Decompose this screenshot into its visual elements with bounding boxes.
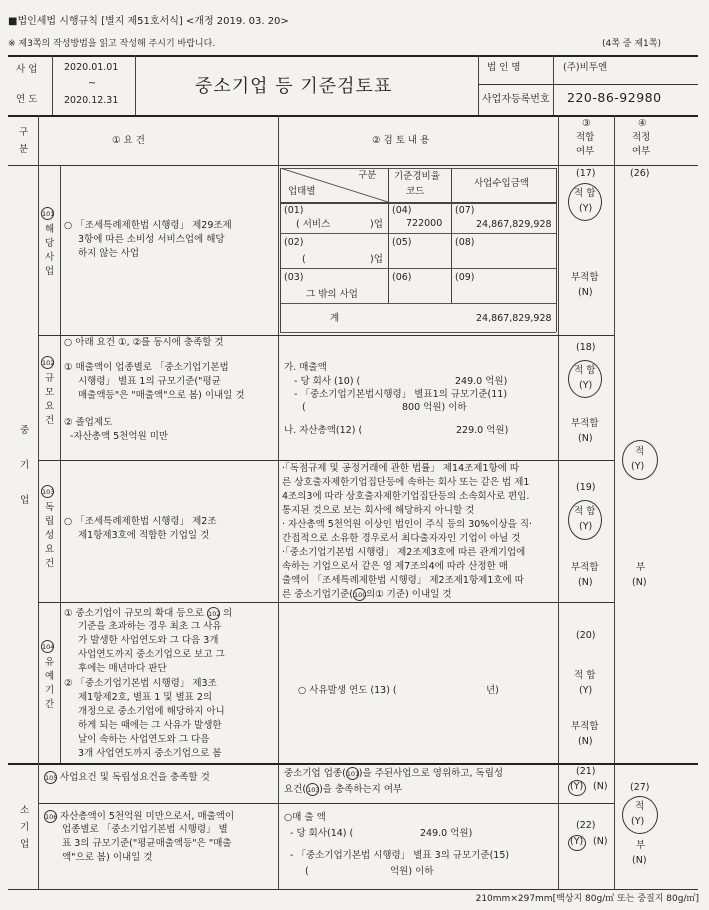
small-label-3: 업 [20, 839, 30, 850]
row-105-rev-1b: )을 주된사업으로 영위하고, 독립성 [358, 768, 504, 779]
row-103-fit-num: (19) [576, 482, 596, 493]
row-103-rev-tail: 의① 기준) 이내일 것 [365, 589, 452, 600]
row-104-req1-2: 가 발생한 사업연도와 그 다음 3개 [78, 635, 219, 646]
row-103-rev-4: 통지된 것으로 보는 회사에 해당하지 아니할 것 [282, 505, 475, 516]
row-101-fit-no-n: (N) [578, 287, 593, 298]
row-102-rev-e-1: 나. 자산총액(12) ( [284, 425, 363, 436]
row-103-rev-5: · 자산총액 5천억원 이상인 법인이 주식 등의 30%이상을 직· [282, 519, 533, 530]
biz-no-value: 220-86-92980 [567, 90, 662, 105]
row-101-label-4: 업 [45, 266, 55, 277]
row-103-label-5: 건 [45, 558, 55, 569]
sub-c03: (03) [284, 272, 304, 283]
row-102-label-2: 모 [45, 387, 55, 398]
row-103-label-2: 립 [45, 516, 55, 527]
row-103-rev-ref-100: 100 [353, 588, 366, 601]
col-fit-num: ③ [582, 118, 591, 129]
row-105-req-text: 사업요건 및 독립성요건을 충족할 것 [60, 772, 210, 783]
row-104-req1-3: 사업연도까지 중소기업으로 보고 그 [78, 649, 225, 660]
row-106-rev-a: ○매 출 액 [284, 812, 326, 823]
row-106-req-2: 업종별로 「중소기업기본법 시행령」 별 [62, 824, 228, 835]
row-102-intro: ○ 아래 요건 ①, ②를 동시에 충족할 것 [64, 337, 224, 348]
period-label-bottom: 연 도 [16, 94, 38, 105]
sub-biz-close: )업 [370, 219, 383, 230]
row-103-rev-6: 간접적으로 소유한 경우로서 최다출자자인 기업이 아닐 것 [282, 533, 521, 544]
row-104-req1-a [64, 607, 232, 620]
small-app-yes-y: (Y) [631, 816, 645, 827]
row-104-number: 104 [41, 640, 54, 653]
row-103-req-2: 제1항제3호에 적합한 기업일 것 [78, 530, 210, 541]
row-102-req2-1: ② 졸업제도 [64, 417, 113, 428]
row-104-req2-2: 제1항제2호, 별표 1 및 별표 2의 [78, 692, 213, 703]
col-gubun-2: 분 [19, 144, 29, 155]
row-103-rev-9: 출액이 「조세특례제한법 시행령」 제2조제1항제1호에 따 [282, 575, 524, 586]
sub-total: 24,867,829,928 [476, 313, 552, 324]
row-101-req-2: 3항에 따른 소비성 서비스업에 해당 [78, 234, 225, 245]
sub-c09: (09) [455, 272, 475, 283]
sme-label-2: 기 [20, 460, 30, 471]
row-104-req2-6: 3개 사업연도까지 중소기업으로 봄 [78, 748, 222, 759]
row-106-fit-y: (Y) [570, 836, 584, 847]
row-104-req2-3: 개정으로 중소기업에 해당하지 아니 [78, 706, 225, 717]
row-102-fit-no: 부적합 [571, 418, 599, 429]
row-101-req-3: 하지 않는 사업 [78, 248, 140, 259]
row-105-rev-1a: 중소기업 업종( [284, 768, 346, 779]
sme-app-no: 부 [636, 562, 646, 573]
row-105-rev-2 [284, 783, 402, 796]
sub-c07: (07) [455, 205, 475, 216]
sme-app-yes: 적 [635, 446, 645, 457]
row-104-rev-1: ○ 사유발생 연도 (13) ( [298, 685, 397, 696]
instruction-note: ※ 제3쪽의 작성방법을 읽고 작성해 주시기 바랍니다. [8, 39, 216, 49]
row-103-label-1: 독 [45, 502, 55, 513]
row-102-req2-2: -자산총액 5천억원 미만 [70, 431, 169, 442]
row-103-label-3: 성 [45, 530, 55, 541]
row-103-rev-7: ·「중소기업기본법 시행령」 제2조제3호에 따른 관계기업에 [282, 547, 526, 558]
sub-biz2-open: ( [302, 254, 306, 265]
small-app-yes: 적 [635, 801, 645, 812]
row-104-req1-a-text: ① 중소기업이 규모의 확대 등으로 [64, 608, 204, 619]
row-102-rev-d-2: 800 억원) 이하 [402, 402, 467, 413]
row-106-req-4: 액"으로 봄) 이내일 것 [62, 852, 153, 863]
row-102-rev-c: - 「중소기업기본법시행령」 별표1의 규모기준(11) [294, 389, 508, 400]
row-102-fit-yes-y: (Y) [579, 380, 593, 391]
row-101-fit-yes-y: (Y) [579, 203, 593, 214]
sme-app-yes-y: (Y) [631, 461, 645, 472]
row-105-fit-n: (N) [593, 781, 608, 792]
sme-app-no-n: (N) [632, 577, 647, 588]
row-105-rev-ref-101: 101 [346, 767, 359, 780]
row-106-rev-b-1: - 당 회사(14) ( [290, 828, 354, 839]
row-105-rev-1 [284, 767, 503, 780]
sub-col-std-2: 코드 [406, 186, 425, 197]
row-103-rev-1: ·「독점규제 및 공정거래에 관한 법률」 제14조제1항에 따 [282, 463, 520, 474]
col-requirement: ① 요 건 [112, 135, 145, 146]
sub-c08: (08) [455, 237, 475, 248]
row-104-rev-2: 년) [486, 685, 499, 696]
row-102-rev-b-2: 249.0 억원) [455, 376, 508, 387]
corp-name-label: 법 인 명 [487, 62, 521, 73]
corp-name-value: (주)비투엔 [563, 62, 608, 73]
row-102-number: 102 [41, 356, 54, 369]
sub-col-income: 사업수입금액 [474, 178, 530, 189]
document-title: 중소기업 등 기준검토표 [195, 76, 393, 97]
col-review: ② 검 토 내 용 [372, 135, 430, 146]
row-102-fit-num: (18) [576, 342, 596, 353]
row-101-fit-num: (17) [576, 168, 596, 179]
sme-label-1: 중 [20, 425, 30, 436]
sub-diag-top: 구분 [358, 170, 377, 181]
row-104-fit-no-n: (N) [578, 736, 593, 747]
form-title: ■법인세법 시행규칙 [별지 제51호서식] <개정 2019. 03. 20> [8, 16, 289, 27]
row-101-req-1: ○ 「조세특례제한법 시행령」 제29조제 [64, 220, 232, 231]
sub-c02: (02) [284, 237, 304, 248]
sub-total-label: 계 [330, 313, 340, 324]
col-app-num: ④ [638, 118, 647, 129]
row-104-req2-5: 날이 속하는 사업연도와 그 다음 [78, 734, 210, 745]
row-104-label-1: 유 [45, 657, 55, 668]
row-105-number: 105 [44, 771, 57, 784]
row-104-req1-1: 기준을 초과하는 경우 최초 그 사유 [78, 621, 222, 632]
row-105-rev-2a: 요건( [284, 784, 307, 795]
row-106-rev-d-1: ( [305, 866, 309, 877]
row-104-req1-b: 의 [222, 608, 233, 619]
row-103-req-1: ○ 「조세특례제한법 시행령」 제2조 [64, 516, 217, 527]
row-102-rev-a: 가. 매출액 [284, 362, 327, 373]
sub-income: 24,867,829,928 [476, 219, 552, 230]
row-106-req-3: 표 3의 규모기준("평균매출액등"은 "매출 [62, 838, 232, 849]
row-104-req2-1: ② 「중소기업기본법 시행령」 제3조 [64, 678, 217, 689]
row-101-fit-no: 부적합 [571, 272, 599, 283]
row-102-rev-d-1: ( [302, 402, 306, 413]
row-103-number: 103 [41, 485, 54, 498]
row-104-label-3: 기 [45, 685, 55, 696]
biz-no-label: 사업자등록번호 [482, 94, 550, 105]
row-102-fit-no-n: (N) [578, 433, 593, 444]
row-103-rev-2: 른 상호출자제한기업집단등에 속하는 회사 또는 같은 법 제1 [282, 477, 530, 488]
row-104-req-ref-102: 102 [207, 607, 220, 620]
small-label-1: 소 [20, 805, 30, 816]
sub-biz2-close: )업 [370, 254, 383, 265]
row-101-number: 101 [41, 207, 54, 220]
row-104-label-4: 간 [45, 699, 55, 710]
col-app-1: 적정 [632, 132, 651, 143]
row-106-rev-d-2: 억원) 이하 [390, 866, 434, 877]
sub-c05: (05) [392, 237, 412, 248]
col-app-2: 여부 [632, 146, 651, 157]
row-102-req1-1: ① 매출액이 업종별로 「중소기업기본법 [64, 362, 229, 373]
sub-c04: (04) [392, 205, 412, 216]
row-102-req1-2: 시행령」 별표 1의 규모기준("평균 [78, 376, 221, 387]
row-104-fit-yes: 적 합 [574, 670, 596, 681]
row-106-fit-n: (N) [593, 836, 608, 847]
row-106-req-1 [44, 810, 234, 823]
col-gubun-1: 구 [19, 127, 29, 138]
row-105-fit-y: (Y) [570, 781, 584, 792]
row-103-rev-10 [282, 588, 452, 601]
row-105-fit-num: (21) [576, 766, 596, 777]
sub-other: 그 밖의 사업 [306, 289, 358, 300]
period-end: 2020.12.31 [64, 95, 119, 106]
sme-label-3: 업 [20, 495, 30, 506]
row-103-rev-3: 4조의3에 따라 상호출자제한기업집단등의 소속회사로 편입. [282, 491, 530, 502]
sub-col-std-1: 기준경비율 [394, 171, 440, 182]
period-tilde: ~ [88, 78, 96, 89]
sub-c06: (06) [392, 272, 412, 283]
row-105-rev-2b: )을 충족하는지 여부 [319, 784, 403, 795]
row-102-rev-e-2: 229.0 억원) [456, 425, 509, 436]
row-102-label-3: 요 [45, 401, 55, 412]
row-103-fit-yes-y: (Y) [579, 521, 593, 532]
row-102-rev-b-1: - 당 회사 (10) ( [294, 376, 361, 387]
sub-biz-open: ( 서비스 [296, 219, 331, 230]
row-103-fit-no: 부적합 [571, 562, 599, 573]
row-102-label-4: 건 [45, 415, 55, 426]
row-104-label-2: 예 [45, 671, 55, 682]
row-101-label-2: 당 [45, 238, 55, 249]
row-104-fit-no: 부적합 [571, 721, 599, 732]
row-105-req [44, 771, 210, 784]
period-start: 2020.01.01 [64, 62, 119, 73]
sub-c01: (01) [284, 205, 304, 216]
sub-code: 722000 [406, 218, 443, 229]
row-106-rev-b-2: 249.0 억원) [420, 828, 473, 839]
row-105-rev-ref-103: 103 [306, 783, 319, 796]
row-104-req1-4: 후에는 매년마다 판단 [78, 663, 167, 674]
row-103-fit-no-n: (N) [578, 577, 593, 588]
row-103-rev-10-text: 른 중소기업기준( [282, 589, 353, 600]
row-103-rev-8: 속하는 기업으로서 같은 영 제7조의4에 따라 산정한 매 [282, 561, 508, 572]
row-106-rev-c: - 「중소기업기본법 시행령」 별표 3의 규모기준(15) [290, 850, 510, 861]
row-103-fit-yes: 적 합 [574, 506, 596, 517]
col-fit-1: 적합 [576, 132, 595, 143]
col-fit-2: 여부 [576, 146, 595, 157]
row-104-fit-yes-y: (Y) [579, 685, 593, 696]
sme-app-num: (26) [630, 168, 650, 179]
row-106-req-1-text: 자산총액이 5천억원 미만으로서, 매출액이 [60, 811, 235, 822]
row-104-req2-4: 하게 되는 때에는 그 사유가 발생한 [78, 720, 222, 731]
row-106-number: 106 [44, 810, 57, 823]
row-102-fit-yes: 적 합 [574, 365, 596, 376]
period-label-top: 사 업 [16, 64, 38, 75]
small-app-no-n: (N) [632, 855, 647, 866]
sub-diag-bottom: 업태별 [288, 186, 316, 197]
small-app-num: (27) [630, 782, 650, 793]
row-101-label-3: 사 [45, 252, 55, 263]
row-103-label-4: 요 [45, 544, 55, 555]
row-101-fit-yes: 적 합 [574, 188, 596, 199]
small-app-no: 부 [636, 840, 646, 851]
row-106-fit-num: (22) [576, 820, 596, 831]
row-101-label-1: 해 [45, 224, 55, 235]
paper-spec-footer: 210mm×297mm[백상지 80g/㎡ 또는 중질지 80g/㎡] [475, 894, 699, 904]
small-label-2: 기 [20, 822, 30, 833]
row-102-req1-3: 매출액등"은 "매출액"으로 봄) 이내일 것 [78, 390, 245, 401]
page-count: (4쪽 중 제1쪽) [602, 39, 661, 49]
row-104-fit-num: (20) [576, 630, 596, 641]
row-102-label-1: 규 [45, 373, 55, 384]
